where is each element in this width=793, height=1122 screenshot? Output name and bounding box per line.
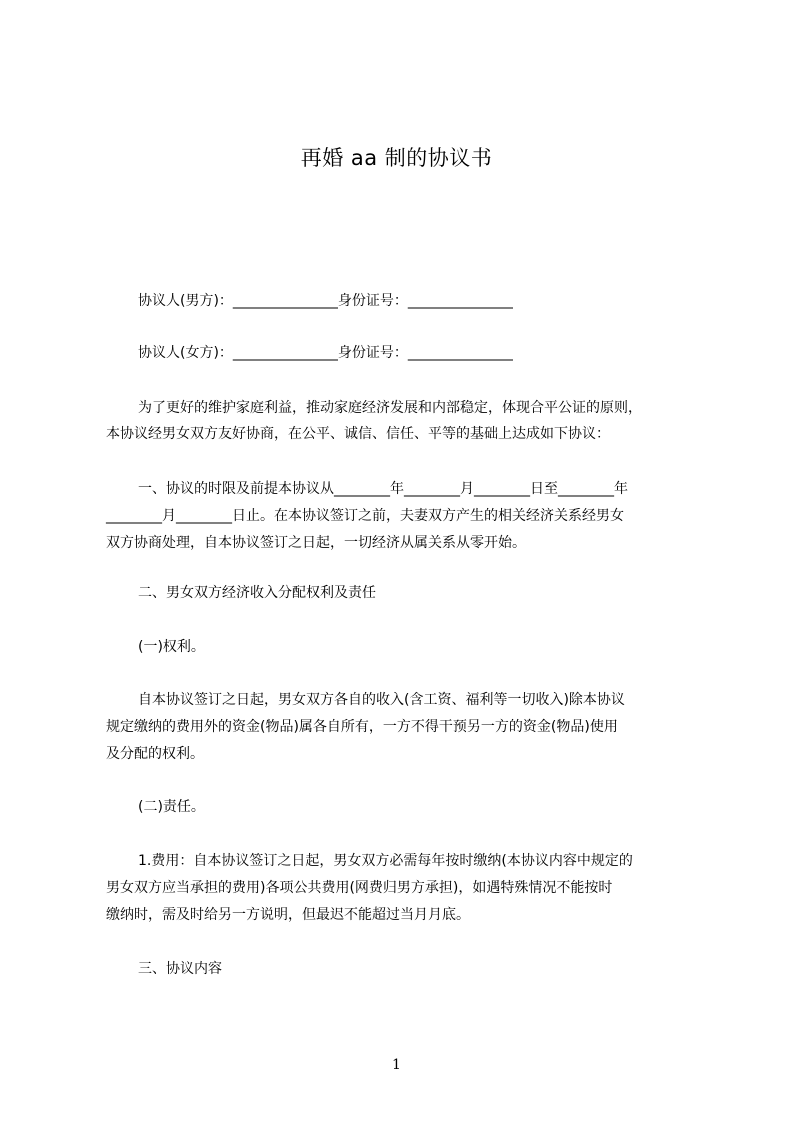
duty-paragraph-line: 缴纳时，需及时给另一方说明，但最迟不能超过当月月底。 bbox=[106, 907, 470, 923]
intro-paragraph-line: 本协议经男女双方友好协商，在公平、诚信、信任、平等的基础上达成如下协议： bbox=[106, 426, 610, 442]
section1-line: ________月________日止。在本协议签订之前，夫妻双方产生的相关经济关系经男女 bbox=[106, 508, 624, 524]
section3-heading: 三、协议内容 bbox=[138, 961, 222, 977]
section1-line: 一、协议的时限及前提本协议从________年________月________日至________年 bbox=[138, 481, 628, 497]
duty-heading: (二)责任。 bbox=[138, 799, 205, 815]
document-title: 再婚 aa 制的协议书 bbox=[300, 146, 493, 170]
rights-paragraph-line: 规定缴纳的费用外的资金(物品)属各自所有，一方不得干预另一方的资金(物品)使用 bbox=[106, 719, 618, 735]
intro-paragraph-line: 为了更好的维护家庭利益，推动家庭经济发展和内部稳定，体现合平公证的原则， bbox=[138, 400, 642, 416]
rights-paragraph-line: 自本协议签订之日起，男女双方各自的收入(含工资、福利等一切收入)除本协议 bbox=[138, 692, 625, 708]
section2-heading: 二、男女双方经济收入分配权利及责任 bbox=[138, 585, 376, 601]
rights-paragraph-line: 及分配的权利。 bbox=[106, 746, 204, 762]
duty-paragraph-line: 1.费用：自本协议签订之日起，男女双方必需每年按时缴纳(本协议内容中规定的 bbox=[138, 853, 633, 869]
rights-heading: (一)权利。 bbox=[138, 639, 205, 655]
duty-paragraph-line: 男女双方应当承担的费用)各项公共费用(网费归男方承担)，如遇特殊情况不能按时 bbox=[106, 880, 613, 896]
section1-line: 双方协商处理，自本协议签订之日起，一切经济从属关系从零开始。 bbox=[106, 535, 526, 551]
party-female-line: 协议人(女方)：_______________身份证号：_______________ bbox=[138, 345, 513, 361]
page-number: 1 bbox=[392, 1057, 401, 1073]
party-male-line: 协议人(男方)：_______________身份证号：_______________ bbox=[138, 293, 513, 309]
